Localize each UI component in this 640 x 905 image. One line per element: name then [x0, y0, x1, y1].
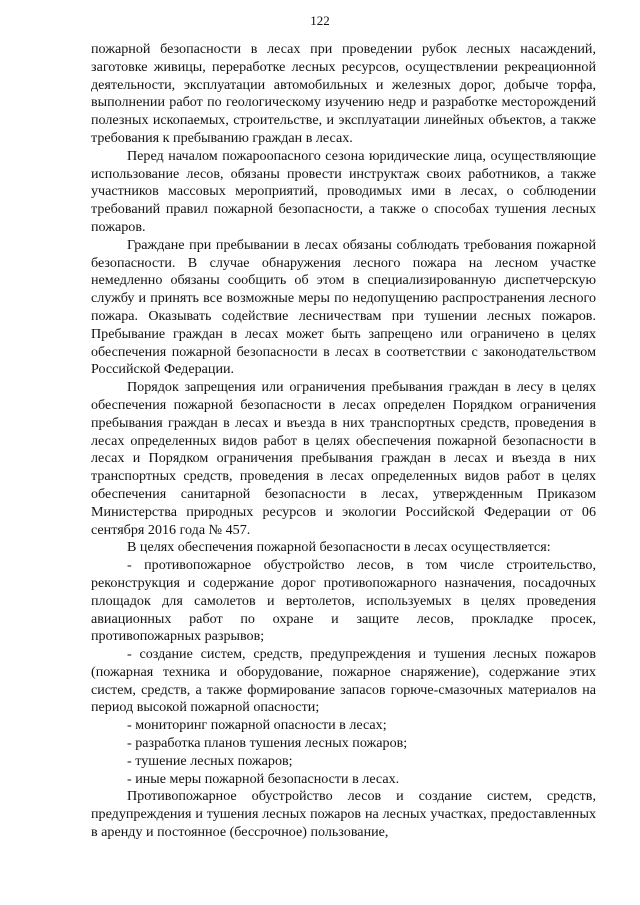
list-item-fire-infrastructure: - противопожарное обустройство лесов, в том числе строительство, реконструкция и содержание дорог противопожарного назначения, посадочных площадок для самолетов и вертолетов, используемых в целях проведения авиационных работ по охране и защите лесов, прокладке просек, противопожарных разрывов;	[91, 557, 596, 645]
list-item-extinguishing: - тушение лесных пожаров;	[127, 752, 293, 769]
paragraph-leased-plots: Противопожарное обустройство лесов и создание систем, средств, предупреждения и тушения лесных пожаров на лесных участках, предоставленных в аренду и постоянное (бессрочное) пользование,	[91, 788, 596, 841]
paragraph-fire-season-briefing: Перед началом пожароопасного сезона юридические лица, осуществляющие использование лесов, обязаны провести инструктаж своих работников, а также участников массовых мероприятий, проводимых ими в лесах, о соблюдении требований правил пожарной безопасности, а также о способах тушения лесных пожаров.	[91, 147, 596, 235]
list-item-fire-systems: - создание систем, средств, предупреждения и тушения лесных пожаров (пожарная техника и оборудование, пожарное снаряжение), содержание этих систем, средств, а также формирование запасов горюче-смазочных материалов на период высокой пожарной опасности;	[91, 646, 596, 716]
paragraph-citizens-requirements: Граждане при пребывании в лесах обязаны соблюдать требования пожарной безопасности. В случае обнаружения лесного пожара на лесном участке немедленно обязаны сообщить об этом в специализированную диспетчерскую службу и принять все возможные меры по недопущению распространения лесного пожара. Оказывать содействие лесничествам при тушении лесных пожаров. Пребывание граждан в лесах может быть запрещено или ограничено в целях обеспечения пожарной безопасности в лесах в соответствии с законодательством Российской Федерации.	[91, 236, 596, 378]
paragraph-continuation: пожарной безопасности в лесах при проведении рубок лесных насаждений, заготовке живицы, переработке лесных ресурсов, осуществлении рекреационной деятельности, эксплуатации автомобильных и железных дорог, добыче торфа, выполнении работ по геологическому изучению недр и разработке месторождений полезных ископаемых, строительстве, и эксплуатации линейных объектов, а также требования к пребыванию граждан в лесах.	[91, 41, 596, 146]
paragraph-measures-intro: В целях обеспечения пожарной безопасности в лесах осуществляется:	[127, 539, 551, 556]
list-item-other-measures: - иные меры пожарной безопасности в лесах.	[127, 770, 400, 787]
list-item-monitoring: - мониторинг пожарной опасности в лесах;	[127, 717, 387, 734]
paragraph-restriction-order: Порядок запрещения или ограничения пребывания граждан в лесу в целях обеспечения пожарной безопасности в лесах определен Порядком ограничения пребывания граждан в лесах и въезда в них транспортных средств, проведения в лесах определенных видов работ в целях обеспечения пожарной безопасности в лесах и Порядком ограничения пребывания граждан в лесах и въезда в них транспортных средств, проведения в лесах определенных видов работ в целях обеспечения санитарной безопасности в лесах, утвержденным Приказом Министерства природных ресурсов и экологии Российской Федерации от 06 сентября 2016 года № 457.	[91, 379, 596, 538]
list-item-planning: - разработка планов тушения лесных пожаров;	[127, 735, 408, 752]
page-number: 122	[310, 13, 330, 28]
document-body	[91, 41, 596, 842]
